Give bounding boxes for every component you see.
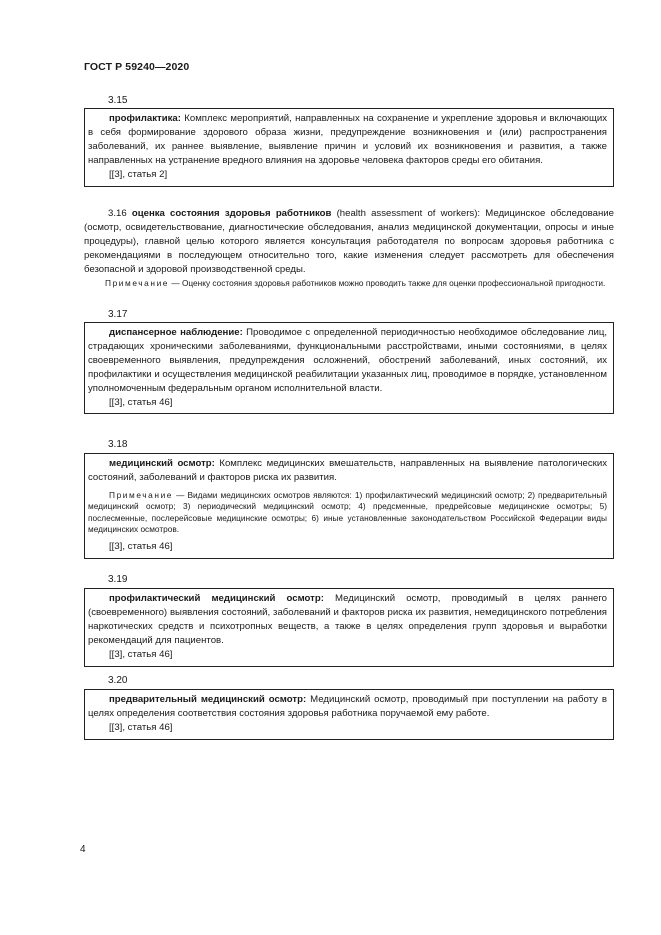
- term-box-3-17: [84, 322, 614, 414]
- section-number: 3.16: [108, 208, 127, 219]
- term: оценка состояния здоровья работников: [131, 208, 332, 219]
- term: профилактика:: [109, 113, 181, 124]
- section-number: 3.18: [108, 439, 128, 450]
- reference: [[3], статья 46]: [109, 396, 173, 408]
- term: диспансерное наблюдение:: [109, 327, 243, 338]
- note-3-16: [84, 278, 614, 290]
- term-box-3-20: [84, 689, 614, 740]
- reference: [[3], статья 46]: [109, 721, 173, 733]
- document-header: ГОСТ Р 59240—2020: [84, 61, 190, 73]
- note-text: — Оценку состояния здоровья работников можно проводить также для оценки профессиональной пригодности.: [169, 278, 606, 288]
- definition: Проводимое с определенной периодичностью необходимое обследование лиц, страдающих хроническими заболеваниями, функциональными расстройствами, иными состояниями, в целях своевременного выявления, предупреждения осложнений, обострений заболеваний, иных состояний, их профилактики и осуществления медицинской реабилитации указанных лиц, проводимое в порядке, установленном уполномоченным федеральным органом исполнительной власти.: [88, 327, 607, 394]
- reference: [[3], статья 2]: [109, 168, 168, 180]
- section-number: 3.15: [108, 95, 128, 106]
- term: медицинский осмотр:: [109, 458, 215, 469]
- term-box-3-15: [84, 108, 614, 187]
- term-3-16: [84, 207, 614, 277]
- term-box-3-18: [84, 453, 614, 559]
- reference: [[3], статья 46]: [109, 541, 173, 553]
- page-number: 4: [80, 844, 86, 855]
- definition: Медицинский осмотр, проводимый в целях раннего (своевременного) выявления состояний, заболеваний и факторов риска их развития, немедицинского потребления наркотических средств и психотропных веществ, а также в целях определения групп здоровья и выработки рекомендаций для пациентов.: [88, 593, 607, 646]
- section-number: 3.17: [108, 309, 128, 320]
- section-number: 3.20: [108, 675, 128, 686]
- definition: Комплекс мероприятий, направленных на сохранение и укрепление здоровья и включающих в себя формирование здорового образа жизни, предупреждение возникновения и (или) распространения заболеваний, их раннее выявление, выявление причин и условий их возникновения и развития, а также направленных на устранение вредного влияния на здоровье человека факторов среды его обитания.: [88, 113, 607, 166]
- definition: Медицинский осмотр, проводимый при поступлении на работу в целях определения соответствия состояния здоровья работника поручаемой ему работе.: [88, 694, 608, 719]
- term: предварительный медицинский осмотр:: [109, 694, 307, 705]
- note-text: — Видами медицинских осмотров являются: 1) профилактический медицинский осмотр; 2) предварительный медицинский осмотр; 3) периодический медицинский осмотр; 4) предсменные, предрейсовые медицинские осмотры; 5) послесменные, послерейсовые медицинские осмотры; 6) иные установленные законодательством Российской Федерации виды медицинских осмотров.: [88, 489, 607, 535]
- reference: [[3], статья 46]: [109, 648, 173, 660]
- term-box-3-19: [84, 588, 614, 667]
- note-label: Примечание: [105, 278, 170, 288]
- definition: Комплекс медицинских вмешательств, направленных на выявление патологических состояний, заболеваний и факторов риска их развития.: [88, 458, 607, 483]
- definition: (health assessment of workers): Медицинское обследование (осмотр, освидетельствование, диагностические обследования, анализ медицинской документации, опросы и иные процедуры), главной целью которого является консультация работодателя по вопросам здоровья работника с рекомендациями в последующем относительно того, какие изменения следует рассмотреть для обеспечения безопасной и здоровой производственной среды.: [84, 208, 614, 275]
- note-label: Примечание: [109, 489, 174, 500]
- section-number: 3.19: [108, 574, 128, 585]
- term: профилактический медицинский осмотр:: [109, 593, 324, 604]
